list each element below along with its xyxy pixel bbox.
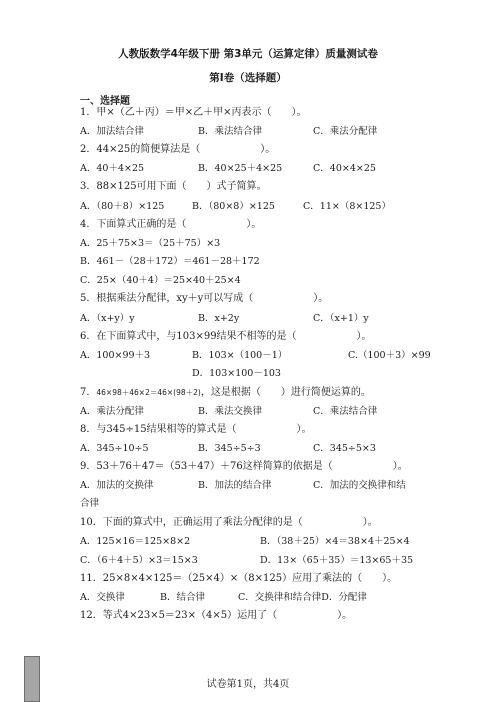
q3-option-b: B．（80×8）×125 [192, 201, 275, 212]
q1-option-a: A．加法结合律 [80, 126, 144, 137]
q9-option-c-wrap: 合律 [80, 498, 100, 509]
q6-option-a: A．100×99＋3 [80, 350, 151, 361]
question-4: 4．下面算式正确的是（ ）。 [80, 219, 262, 230]
q10-option-d: D．13×（65＋35）＝13×65＋35 [260, 555, 414, 566]
q5-option-c: C．（x+1）y [313, 313, 369, 324]
q7-formula: 46×98＋46×2＝46×(98＋2) [96, 388, 201, 397]
q3-option-c: C．11×（8×125） [303, 201, 391, 212]
q2-option-b: B．40×25＋4×25 [198, 163, 283, 174]
q9-option-a: A．加法的交换律 [80, 480, 154, 491]
question-10: 10．下面的算式中，正确运用了乘法分配律的是（ ）。 [80, 517, 378, 528]
q4-option-b: B．461－（28＋172）＝461－28＋172 [80, 256, 260, 267]
question-12: 12．等式4×23×5＝23×（4×5）运用了（ ）。 [80, 610, 353, 621]
question-1: 1．甲×（乙＋丙）＝甲×乙＋甲×丙表示（ ）。 [80, 107, 307, 118]
question-8: 8．与345÷15结果相等的算式是（ ）。 [80, 424, 312, 435]
q7-option-c: C．乘法结合律 [313, 406, 378, 417]
q7-option-a: A．乘法分配律 [80, 406, 144, 417]
q10-option-a: A．125×16＝125×8×2 [80, 536, 191, 547]
page-title: 人教版数学4年级下册 第3单元（运算定律）质量测试卷 [118, 48, 378, 60]
q8-option-a: A．345÷10÷5 [80, 443, 149, 454]
section-heading: 一、选择题 [80, 96, 130, 107]
q10-option-b: B．（38＋25）×4＝38×4＋25×4 [260, 536, 410, 547]
q11-option-b: B．结合律 [160, 592, 205, 603]
q11-option-a: A．交换律 [80, 592, 125, 603]
q11-option-c: C．交换律和结合律D．分配律 [238, 592, 367, 603]
question-7 [80, 387, 371, 399]
q2-option-c: C．40×4×25 [313, 163, 376, 174]
page-footer: 试卷第1页，共4页 [206, 679, 290, 690]
part-title: 第I卷（选择题） [209, 72, 287, 84]
q6-option-b: B．103×（100－1） [192, 350, 288, 361]
q5-option-b: B．x+2y [198, 313, 240, 324]
question-3: 3．88×125可用下面（ ）式子简算。 [80, 181, 267, 192]
q1-option-c: C．乘法分配律 [313, 126, 378, 137]
q6-option-c: C.（100＋3）×99 [348, 350, 431, 361]
q2-option-a: A．40＋4×25 [80, 163, 145, 174]
question-5: 5．根据乘法分配律，xy＋y可以写成（ ）。 [80, 293, 329, 304]
q5-option-a: A．（x+y）y [80, 313, 135, 324]
q4-option-a: A．25＋75×3＝（25＋75）×3 [80, 238, 221, 249]
q7-text: ，这是根据（ ）进行简便运算的。 [200, 387, 371, 398]
q7-option-b: B．乘法交换律 [198, 406, 262, 417]
q4-option-c: C．25×（40＋4）＝25×40＋25×4 [80, 275, 241, 286]
q7-number: 7． [80, 387, 97, 398]
q10-option-c: C．（6＋4＋5）×3＝15×3 [80, 555, 198, 566]
question-2: 2．44×25的简便算法是（ ）。 [80, 144, 276, 155]
q1-option-b: B．乘法结合律 [198, 126, 262, 137]
question-11: 11．25×8×4×125＝（25×4）×（8×125）应用了乘法的（ ）。 [80, 573, 398, 584]
q9-option-c: C．加法的交换律和结 [313, 480, 406, 491]
q3-option-a: A．（80＋8）×125 [80, 201, 165, 212]
q9-option-b: B．加法的结合律 [198, 480, 272, 491]
q8-option-b: B．345÷5÷3 [198, 443, 261, 454]
q8-option-c: C．345÷5×3 [313, 443, 376, 454]
question-6: 6．在下面算式中，与103×99结果不相等的是（ ）。 [80, 331, 372, 342]
q6-option-d: D．103×100－103 [192, 368, 281, 379]
question-9: 9．53＋76＋47＝（53＋47）＋76这样简算的依据是（ ）。 [80, 461, 408, 472]
